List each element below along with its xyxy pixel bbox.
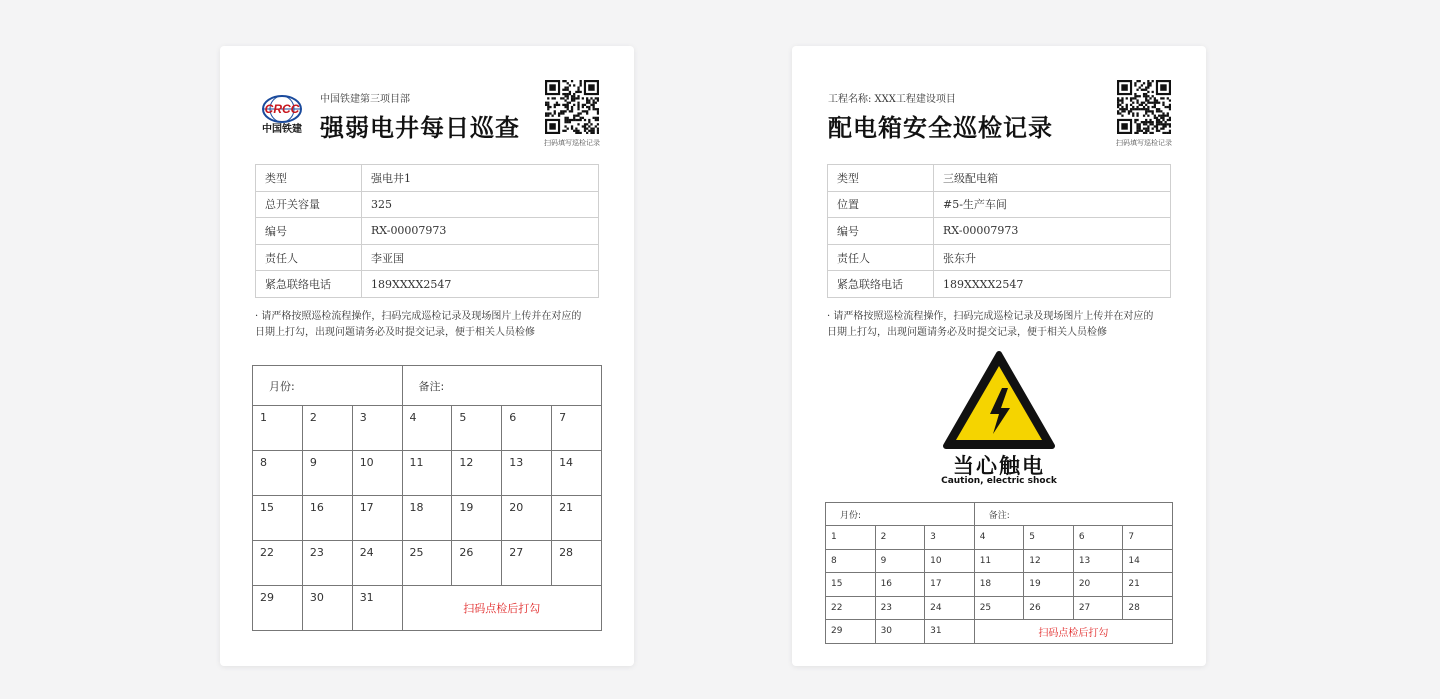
info-key: 位置: [828, 191, 934, 218]
calendar-day-cell[interactable]: 23: [302, 541, 352, 586]
info-value: RX-00007973: [934, 218, 1171, 245]
info-row: [828, 218, 1171, 245]
calendar-day-cell[interactable]: 11: [974, 549, 1024, 573]
high-voltage-warning-icon: [942, 350, 1056, 450]
card-title: 配电箱安全巡检记录: [828, 113, 1053, 142]
calendar-week-row: [826, 549, 1173, 573]
calendar-day-cell[interactable]: 5: [452, 406, 502, 451]
calendar-day-cell[interactable]: 9: [302, 451, 352, 496]
calendar-week-row: [826, 573, 1173, 597]
calendar-day-cell[interactable]: 29: [826, 620, 876, 644]
calendar-week-row: [826, 526, 1173, 550]
inspection-card-weak-strong-shaft: [220, 46, 634, 666]
calendar-day-cell[interactable]: 12: [452, 451, 502, 496]
calendar-day-cell[interactable]: 30: [302, 586, 352, 631]
info-value: #5-生产车间: [934, 191, 1171, 218]
monthly-check-calendar: [252, 365, 602, 631]
info-value: RX-00007973: [362, 218, 599, 245]
calendar-day-cell[interactable]: 3: [925, 526, 975, 550]
inspection-card-distribution-box: [792, 46, 1206, 666]
note-line: · 请严格按照巡检流程操作，扫码完成巡检记录及现场图片上传并在对应的: [255, 311, 582, 322]
info-key: 编号: [256, 218, 362, 245]
calendar-day-cell[interactable]: 26: [452, 541, 502, 586]
calendar-day-cell[interactable]: 4: [974, 526, 1024, 550]
calendar-day-cell[interactable]: 13: [1073, 549, 1123, 573]
calendar-day-cell[interactable]: 27: [502, 541, 552, 586]
organization-name: 中国铁建第三项目部: [320, 94, 410, 105]
qr-label: 扫码填写巡检记录: [544, 139, 600, 147]
calendar-day-cell[interactable]: 8: [253, 451, 303, 496]
calendar-week-row: [253, 406, 602, 451]
calendar-day-cell[interactable]: 6: [1073, 526, 1123, 550]
calendar-day-cell[interactable]: 6: [502, 406, 552, 451]
calendar-day-cell[interactable]: 16: [302, 496, 352, 541]
qr-label: 扫码填写巡检记录: [1116, 139, 1172, 147]
svg-text:CRCC: CRCC: [264, 102, 300, 116]
calendar-day-cell[interactable]: 7: [552, 406, 602, 451]
calendar-day-cell[interactable]: 3: [352, 406, 402, 451]
calendar-week-row: [826, 620, 1173, 644]
calendar-day-cell[interactable]: 19: [452, 496, 502, 541]
calendar-day-cell[interactable]: 10: [352, 451, 402, 496]
calendar-day-cell[interactable]: 31: [925, 620, 975, 644]
calendar-day-cell[interactable]: 12: [1024, 549, 1074, 573]
calendar-day-cell[interactable]: 2: [302, 406, 352, 451]
calendar-day-cell[interactable]: 19: [1024, 573, 1074, 597]
calendar-day-cell[interactable]: 8: [826, 549, 876, 573]
calendar-day-cell[interactable]: 25: [402, 541, 452, 586]
info-table: [827, 164, 1171, 298]
info-value: 强电井1: [362, 165, 599, 192]
calendar-day-cell[interactable]: 1: [826, 526, 876, 550]
calendar-week-row: [253, 541, 602, 586]
calendar-day-cell[interactable]: 24: [925, 596, 975, 620]
scan-stamp-note: 扫码点检后打勾: [974, 620, 1172, 644]
calendar-day-cell[interactable]: 20: [502, 496, 552, 541]
info-value: 325: [362, 191, 599, 218]
instructions-note: [827, 309, 1177, 341]
month-label: 月份:: [253, 366, 403, 406]
calendar-day-cell[interactable]: 11: [402, 451, 452, 496]
remark-label: 备注:: [402, 366, 601, 406]
warning-text-cn: 当心触电: [953, 454, 1045, 478]
info-key: 责任人: [256, 244, 362, 271]
info-key: 总开关容量: [256, 191, 362, 218]
calendar-day-cell[interactable]: 1: [253, 406, 303, 451]
calendar-header-row: [826, 503, 1173, 526]
info-row: [256, 271, 599, 298]
calendar-day-cell[interactable]: 30: [875, 620, 925, 644]
calendar-day-cell[interactable]: 4: [402, 406, 452, 451]
info-value: 李亚国: [362, 244, 599, 271]
monthly-check-calendar: [825, 502, 1173, 644]
calendar-day-cell[interactable]: 22: [826, 596, 876, 620]
qr-code-icon[interactable]: [545, 80, 599, 134]
calendar-day-cell[interactable]: 15: [826, 573, 876, 597]
info-key: 类型: [256, 165, 362, 192]
calendar-day-cell[interactable]: 20: [1073, 573, 1123, 597]
calendar-week-row: [253, 586, 602, 631]
calendar-header-row: [253, 366, 602, 406]
info-value: 189XXXX2547: [934, 271, 1171, 298]
calendar-day-cell[interactable]: 13: [502, 451, 552, 496]
info-key: 编号: [828, 218, 934, 245]
calendar-day-cell[interactable]: 31: [352, 586, 402, 631]
info-row: [828, 244, 1171, 271]
info-row: [256, 165, 599, 192]
info-key: 责任人: [828, 244, 934, 271]
calendar-day-cell[interactable]: 28: [552, 541, 602, 586]
card-title: 强弱电井每日巡查: [320, 113, 520, 142]
calendar-day-cell[interactable]: 28: [1123, 596, 1173, 620]
calendar-day-cell[interactable]: 25: [974, 596, 1024, 620]
calendar-day-cell[interactable]: 21: [552, 496, 602, 541]
note-line: · 请严格按照巡检流程操作，扫码完成巡检记录及现场图片上传并在对应的: [827, 311, 1154, 322]
info-value: 三级配电箱: [934, 165, 1171, 192]
note-line: 日期上打勾，出现问题请务必及时提交记录，便于相关人员检修: [255, 327, 535, 338]
info-value: 189XXXX2547: [362, 271, 599, 298]
calendar-day-cell[interactable]: 17: [925, 573, 975, 597]
calendar-day-cell[interactable]: 14: [1123, 549, 1173, 573]
calendar-day-cell[interactable]: 16: [875, 573, 925, 597]
info-value: 张东升: [934, 244, 1171, 271]
calendar-day-cell[interactable]: 24: [352, 541, 402, 586]
info-row: [828, 191, 1171, 218]
calendar-day-cell[interactable]: 14: [552, 451, 602, 496]
calendar-day-cell[interactable]: 22: [253, 541, 303, 586]
calendar-day-cell[interactable]: 2: [875, 526, 925, 550]
info-key: 紧急联络电话: [828, 271, 934, 298]
calendar-day-cell[interactable]: 5: [1024, 526, 1074, 550]
info-row: [828, 165, 1171, 192]
qr-code-icon[interactable]: [1117, 80, 1171, 134]
info-row: [828, 271, 1171, 298]
info-row: [256, 244, 599, 271]
calendar-day-cell[interactable]: 26: [1024, 596, 1074, 620]
remark-label: 备注:: [974, 503, 1172, 526]
calendar-day-cell[interactable]: 27: [1073, 596, 1123, 620]
calendar-week-row: [253, 451, 602, 496]
note-line: 日期上打勾，出现问题请务必及时提交记录，便于相关人员检修: [827, 327, 1107, 338]
info-table: [255, 164, 599, 298]
calendar-day-cell[interactable]: 9: [875, 549, 925, 573]
calendar-day-cell[interactable]: 29: [253, 586, 303, 631]
month-label: 月份:: [826, 503, 975, 526]
warning-text-en: Caution, electric shock: [941, 476, 1057, 486]
scan-stamp-note: 扫码点检后打勾: [402, 586, 601, 631]
calendar-day-cell[interactable]: 21: [1123, 573, 1173, 597]
calendar-day-cell[interactable]: 7: [1123, 526, 1173, 550]
calendar-day-cell[interactable]: 15: [253, 496, 303, 541]
calendar-day-cell[interactable]: 18: [974, 573, 1024, 597]
info-row: [256, 218, 599, 245]
calendar-week-row: [826, 596, 1173, 620]
calendar-day-cell[interactable]: 18: [402, 496, 452, 541]
info-key: 紧急联络电话: [256, 271, 362, 298]
calendar-week-row: [253, 496, 602, 541]
calendar-day-cell[interactable]: 23: [875, 596, 925, 620]
logo-text: 中国铁建: [262, 124, 302, 135]
info-row: [256, 191, 599, 218]
calendar-day-cell[interactable]: 10: [925, 549, 975, 573]
instructions-note: [255, 309, 605, 341]
info-key: 类型: [828, 165, 934, 192]
project-name: 工程名称: XXX工程建设项目: [828, 94, 956, 105]
calendar-day-cell[interactable]: 17: [352, 496, 402, 541]
